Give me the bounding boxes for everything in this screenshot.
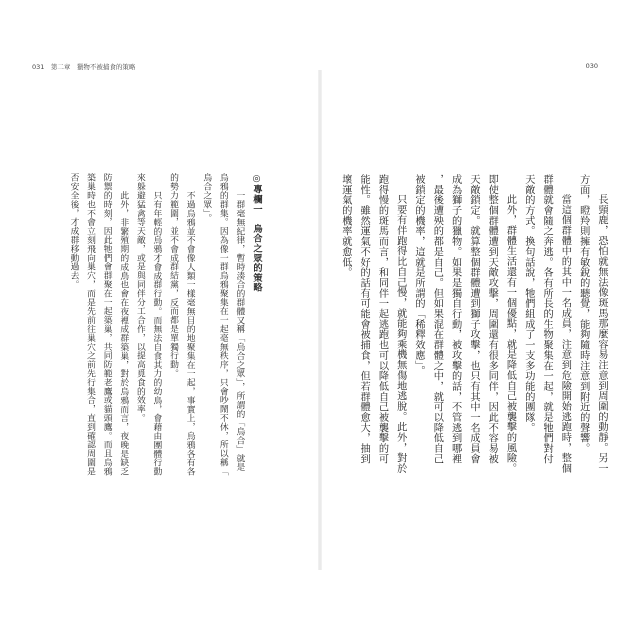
body-paragraph-4: 只要有伴跑得比自己慢，就能夠乘機無傷地逃脫。此外，對於跑得慢的斑馬而言，和同伴一起逃跑也可以降低自己被襲擊的可能性。雖然運氣不好的話有可能會被捕食，但若群體愈大，抽到壞運氣的機率就愈低。 [339, 174, 406, 474]
left-running-head: 031 第二章 獵物不被捕食的策略 [32, 63, 136, 71]
sidebar-paragraph-2: 不過烏鴉並不會像人類一樣毫無目的地聚集在一起，事實上，烏鴉各有各的勢力範圍，並不會成群結黨，反而都是單獨行動。 [168, 173, 195, 476]
sidebar-paragraph-4: 此外，非繁殖期的成鳥也會在夜裡成群築巢，對於烏鴉而言，夜晚是缺乏防禦的時刻，因此牠們會群聚在一起築巢，共同防範老鷹或貓頭鷹。而且烏鴉築巢時也不會立刻飛向巢穴，而是先前往巢穴之前先行集合，直到確認周圍是否安全後，才成群移動過去。 [68, 173, 129, 476]
sidebar-paragraph-3: 只有年輕的烏鴉才會成群行動。而無法自食其力的幼鳥，會藉由團體行動來躲避猛禽等天敵，或是與同伴分工合作，以提高覓食的效率。 [134, 173, 162, 476]
right-page-body [339, 174, 610, 474]
body-paragraph-3: 此外，群體生活還有一個優點，就是降低自己被襲擊的風險。即使整個群體遭到天敵攻擊，周圍還有很多同伴，因此不容易被天敵鎖定。就算整個群體遭到獅子攻擊，也只有其中一名成員會成為獅子的獵物。如果是獨自行動，被攻擊的話，不管逃到哪裡，最後遭殃的都是自己。但如果混在群體之中，就可以降低自己被鎖定的機率，這就是所謂的「稀釋效應」。 [413, 174, 516, 474]
body-paragraph-1: 長頸鹿，恐怕就無法像斑馬那麼容易注意到周圍的動靜。另一方面，瞪羚則擁有敏銳的聽覺，能夠隨時注意到附近的聲響。 [577, 174, 607, 474]
sidebar-title: ◎專欄一 烏合之眾的策略 [251, 173, 262, 293]
sidebar-paragraph-1: 一群毫無紀律，暫時湊合的群體又稱「烏合之眾」，所謂的「烏合」就是烏鴉的群集。因為像一群烏鴉聚集在一起毫無秩序，只會吵鬧不休，所以稱「烏合之眾」。 [201, 173, 245, 476]
right-page-number: 030 [585, 62, 598, 70]
body-paragraph-2: 當這個群體中的其中一名成員，注意到危險開始逃跑時，整個群體就會隨之奔逃。各有所長的生物聚集在一起，就是牠們對付天敵的方式。換句話說，牠們組成了一支多功能的團隊。 [522, 174, 571, 474]
column-sidebar [68, 173, 264, 477]
